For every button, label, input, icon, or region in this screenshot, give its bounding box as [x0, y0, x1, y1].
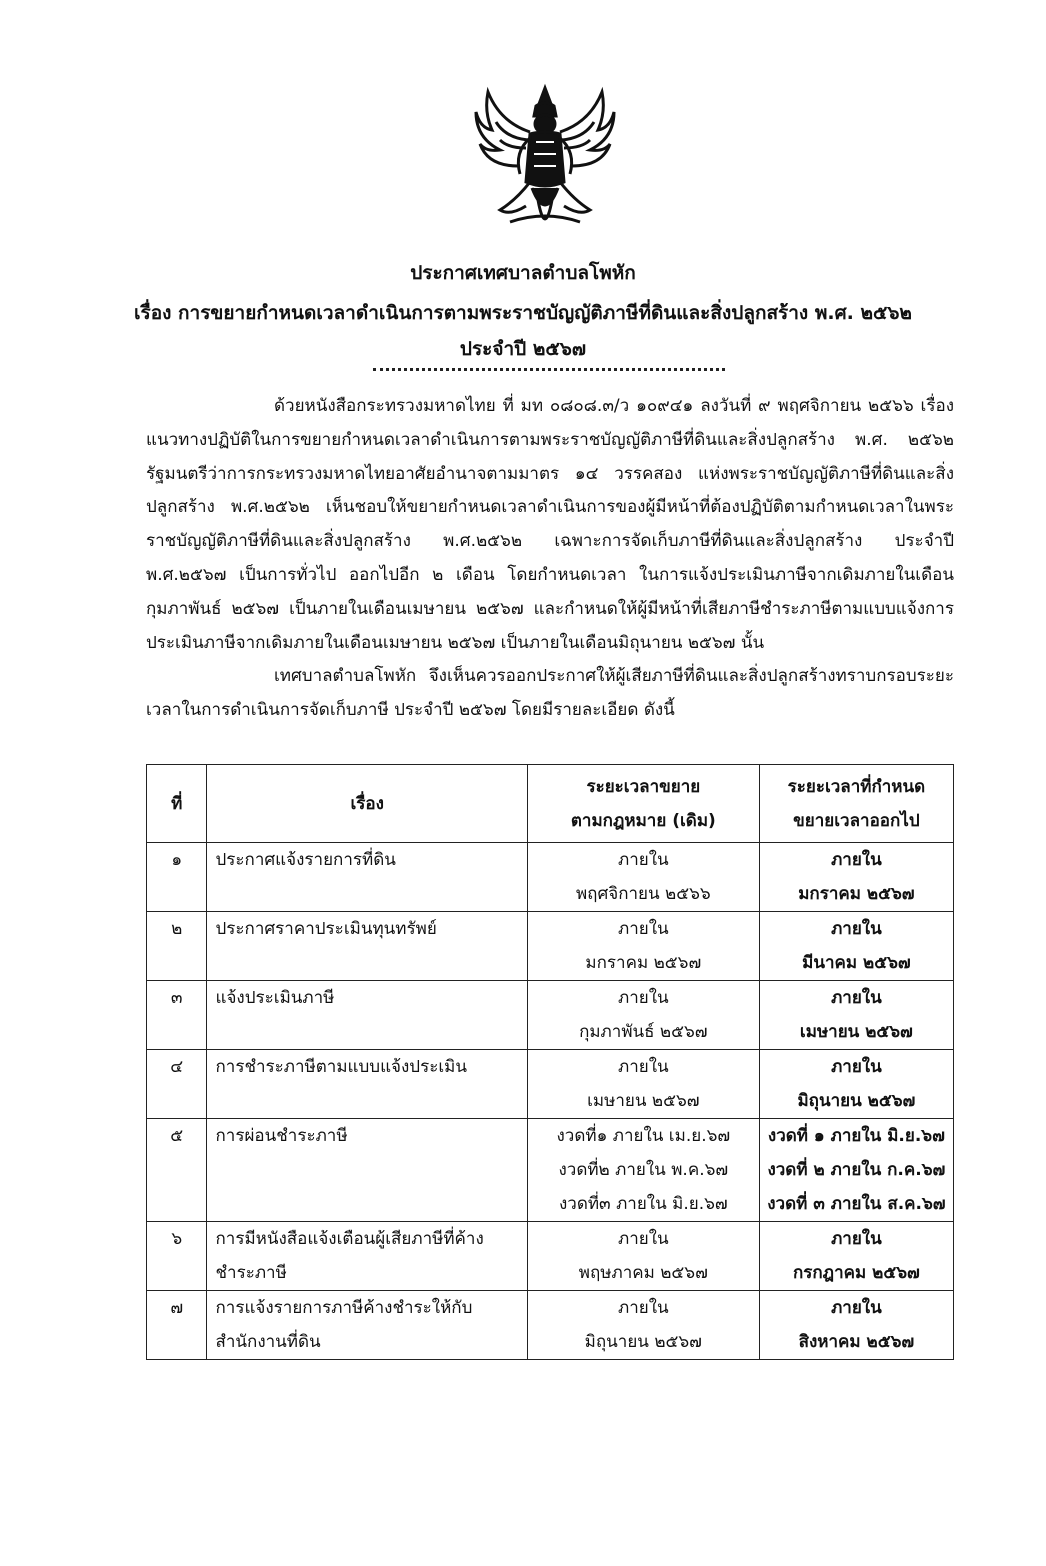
row-new-period: [759, 1119, 953, 1222]
row-new-period: [759, 912, 953, 981]
header-old-line2: ตามกฎหมาย (เดิม): [570, 810, 716, 831]
row-no: ๑: [147, 843, 207, 912]
row-no: ๖: [147, 1222, 207, 1291]
document-title: ประกาศเทศบาลตำบลโพหัก: [410, 262, 636, 284]
row-old-line: ภายใน: [618, 850, 669, 870]
row-old-period: [527, 1222, 759, 1291]
row-topic: [207, 1291, 527, 1360]
row-new-line: มกราคม ๒๕๖๗: [798, 884, 915, 904]
row-no: ๒: [147, 912, 207, 981]
row-topic-line: ประกาศแจ้งรายการที่ดิน: [215, 850, 396, 870]
row-old-line: มิถุนายน ๒๕๖๗: [584, 1332, 702, 1352]
row-topic: [207, 1119, 527, 1222]
row-no: ๕: [147, 1119, 207, 1222]
dotted-divider: [373, 368, 725, 371]
row-new-period: [759, 1222, 953, 1291]
row-old-line: ภายใน: [618, 1057, 669, 1077]
document-year: ประจำปี ๒๕๖๗: [459, 338, 587, 360]
header-new-period: [759, 765, 953, 843]
row-no: ๔: [147, 1050, 207, 1119]
row-new-line: สิงหาคม ๒๕๖๗: [798, 1332, 915, 1352]
header-topic: เรื่อง: [207, 765, 527, 843]
row-no: ๗: [147, 1291, 207, 1360]
row-old-line: พฤษภาคม ๒๕๖๗: [578, 1263, 708, 1283]
row-old-period: [527, 981, 759, 1050]
row-new-period: [759, 1291, 953, 1360]
table-row: [147, 1291, 954, 1360]
row-topic-line: การแจ้งรายการภาษีค้างชำระให้กับ: [215, 1298, 473, 1318]
row-topic-line: สำนักงานที่ดิน: [215, 1332, 321, 1352]
row-old-line: งวดที่๒ ภายใน พ.ค.๖๗: [558, 1160, 729, 1180]
row-new-line: ภายใน: [831, 1229, 882, 1249]
garuda-emblem-icon: [470, 82, 620, 242]
row-old-line: ภายใน: [618, 988, 669, 1008]
row-old-period: [527, 1119, 759, 1222]
row-new-line: ภายใน: [831, 850, 882, 870]
row-topic: [207, 1222, 527, 1291]
row-new-line: งวดที่ ๑ ภายใน มิ.ย.๖๗: [767, 1126, 945, 1146]
row-new-period: [759, 981, 953, 1050]
header-no: ที่: [147, 765, 207, 843]
table-row: [147, 981, 954, 1050]
table-row: [147, 912, 954, 981]
row-no: ๓: [147, 981, 207, 1050]
row-new-line: เมษายน ๒๕๖๗: [799, 1022, 913, 1042]
row-new-line: ภายใน: [831, 988, 882, 1008]
header-new-line2: ขยายเวลาออกไป: [793, 810, 920, 831]
row-new-period: [759, 1050, 953, 1119]
row-new-line: ภายใน: [831, 919, 882, 939]
row-topic-line: ชำระภาษี: [215, 1263, 287, 1283]
row-topic-line: ประกาศราคาประเมินทุนทรัพย์: [215, 919, 437, 939]
row-topic-line: การชำระภาษีตามแบบแจ้งประเมิน: [215, 1057, 467, 1077]
row-old-line: ภายใน: [618, 919, 669, 939]
table-row: [147, 1222, 954, 1291]
row-new-line: งวดที่ ๓ ภายใน ส.ค.๖๗: [767, 1194, 946, 1214]
row-topic: [207, 912, 527, 981]
table-header-row: [147, 765, 954, 843]
row-old-line: ภายใน: [618, 1298, 669, 1318]
schedule-table: [146, 764, 954, 1360]
row-new-line: งวดที่ ๒ ภายใน ก.ค.๖๗: [767, 1160, 946, 1180]
header-new-line1: ระยะเวลาที่กำหนด: [787, 776, 926, 797]
row-old-line: พฤศจิกายน ๒๕๖๖: [575, 884, 711, 904]
row-new-line: กรกฎาคม ๒๕๖๗: [792, 1263, 920, 1283]
row-topic-line: การมีหนังสือแจ้งเตือนผู้เสียภาษีที่ค้าง: [215, 1229, 484, 1249]
paragraph-1: ด้วยหนังสือกระทรวงมหาดไทย ที่ มท ๐๘๐๘.๓/ว ๑๐๙๔๑ ลงวันที่ ๙ พฤศจิกายน ๒๕๖๖ เรื่อง แนวทางปฏิบัติในการขยายกำหนดเวลาดำเนินการตามพระราชบัญญัติภาษีที่ดินและสิ่งปลูกสร้าง พ.ศ. ๒๕๖๒ รัฐมนตรีว่าการกระทรวงมหาดไทยอาศัยอำนาจตามมาตร ๑๔ วรรคสอง แห่งพระราชบัญญัติภาษีที่ดินและสิ่งปลูกสร้าง พ.ศ.๒๕๖๒ เห็นชอบให้ขยายกำหนดเวลาดำเนินการของผู้มีหน้าที่ต้องปฏิบัติตามกำหนดเวลาในพระราชบัญญัติภาษีที่ดินและสิ่งปลูกสร้าง พ.ศ.๒๕๖๒ เฉพาะการจัดเก็บภาษีที่ดินและสิ่งปลูกสร้าง ประจำปี พ.ศ.๒๕๖๗ เป็นการทั่วไป ออกไปอีก ๒ เดือน โดยกำหนดเวลา ในการแจ้งประเมินภาษีจากเดิมภายในเดือนกุมภาพันธ์ ๒๕๖๗ เป็นภายในเดือนเมษายน ๒๕๖๗ และกำหนดให้ผู้มีหน้าที่เสียภาษีชำระภาษีตามแบบแจ้งการประเมินภาษีจากเดิมภายในเดือนเมษายน ๒๕๖๗ เป็นภายในเดือนมิถุนายน ๒๕๖๗ นั้น: [146, 396, 954, 653]
row-old-period: [527, 843, 759, 912]
table-row: [147, 1050, 954, 1119]
row-old-line: ภายใน: [618, 1229, 669, 1249]
row-new-period: [759, 843, 953, 912]
row-old-period: [527, 912, 759, 981]
row-old-period: [527, 1050, 759, 1119]
header-old-line1: ระยะเวลาขยาย: [586, 776, 701, 797]
row-old-line: กุมภาพันธ์ ๒๕๖๗: [579, 1022, 708, 1042]
row-topic-line: แจ้งประเมินภาษี: [215, 988, 335, 1008]
header-old-period: [527, 765, 759, 843]
row-new-line: มีนาคม ๒๕๖๗: [802, 953, 911, 973]
row-old-period: [527, 1291, 759, 1360]
row-old-line: มกราคม ๒๕๖๗: [585, 953, 702, 973]
table-row: [147, 843, 954, 912]
row-topic: [207, 843, 527, 912]
row-new-line: ภายใน: [831, 1057, 882, 1077]
row-old-line: เมษายน ๒๕๖๗: [587, 1091, 700, 1111]
paragraph-2: เทศบาลตำบลโพหัก จึงเห็นควรออกประกาศให้ผู้เสียภาษีที่ดินและสิ่งปลูกสร้างทราบกรอบระยะเวลาในการดำเนินการจัดเก็บภาษี ประจำปี ๒๕๖๗ โดยมีรายละเอียด ดังนี้: [146, 666, 954, 721]
row-old-line: งวดที่๓ ภายใน มิ.ย.๖๗: [558, 1194, 728, 1214]
row-topic: [207, 1050, 527, 1119]
row-new-line: มิถุนายน ๒๕๖๗: [797, 1091, 916, 1111]
body-text: [146, 390, 954, 728]
row-old-line: งวดที่๑ ภายใน เม.ย.๖๗: [556, 1126, 731, 1146]
row-topic-line: การผ่อนชำระภาษี: [215, 1126, 348, 1146]
document-subject: เรื่อง การขยายกำหนดเวลาดำเนินการตามพระราชบัญญัติภาษีที่ดินและสิ่งปลูกสร้าง พ.ศ. ๒๕๖๒: [134, 302, 912, 324]
row-topic: [207, 981, 527, 1050]
table-row: [147, 1119, 954, 1222]
row-new-line: ภายใน: [831, 1298, 882, 1318]
